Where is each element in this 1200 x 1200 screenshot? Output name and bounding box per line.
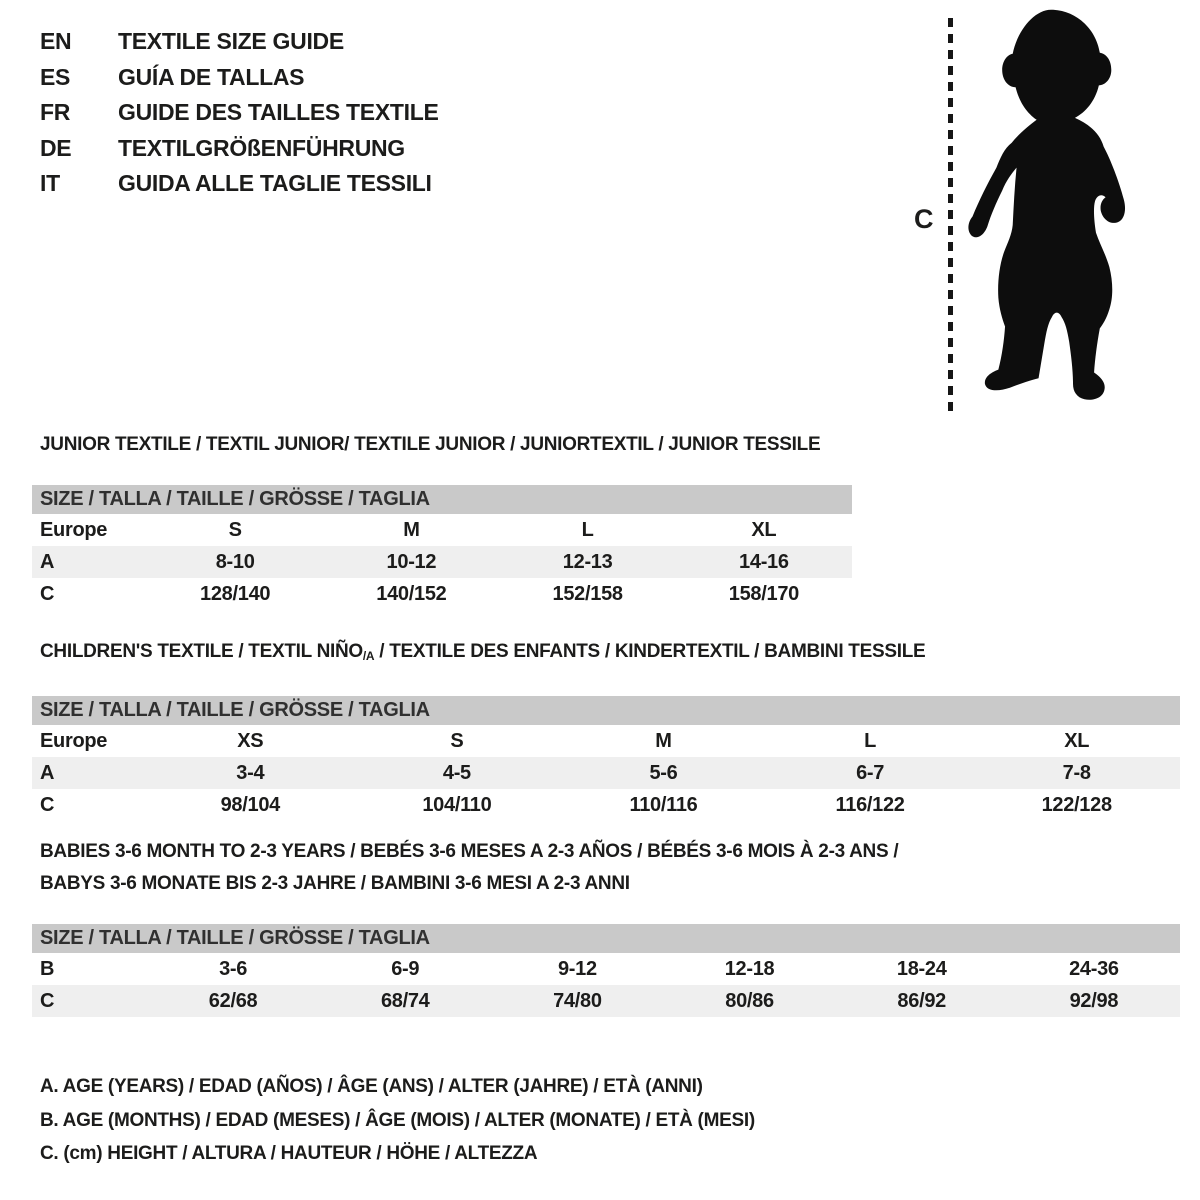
row-label: Europe [40, 729, 108, 752]
language-code: ES [40, 63, 71, 90]
size-cell: S [228, 518, 242, 541]
language-title: TEXTILGRÖßENFÜHRUNG [118, 134, 405, 161]
size-cell: 12-18 [724, 957, 775, 980]
size-cell: S [450, 729, 464, 752]
size-cell: 122/128 [1041, 793, 1112, 816]
language-title: GUÍA DE TALLAS [118, 63, 305, 90]
table-row [32, 546, 852, 578]
row-label: C [40, 793, 55, 816]
table-row [32, 725, 1180, 757]
section-title-line [40, 836, 1180, 868]
size-cell: 3-6 [219, 957, 248, 980]
legend-line: A. AGE (YEARS) / EDAD (AÑOS) / ÂGE (ANS) / ALTER (JAHRE) / ETÀ (ANNI) [40, 1076, 703, 1097]
size-cell: XL [751, 518, 777, 541]
size-cell: 5-6 [649, 761, 678, 784]
language-row [40, 24, 439, 60]
size-cell: 110/116 [629, 793, 698, 816]
size-cell: 80/86 [725, 989, 774, 1012]
size-cell: XL [1064, 729, 1090, 752]
title-text: CHILDREN'S TEXTILE / TEXTIL NIÑO [40, 641, 363, 662]
legend-line: B. AGE (MONTHS) / EDAD (MESES) / ÂGE (MOIS) / ALTER (MONATE) / ETÀ (MESI) [40, 1109, 755, 1131]
language-title-list [40, 24, 439, 202]
row-label: A [40, 550, 55, 573]
size-cell: 18-24 [896, 957, 947, 980]
language-row [40, 60, 439, 96]
legend-line: C. (cm) HEIGHT / ALTURA / HAUTEUR / HÖHE / ALTEZZA [40, 1143, 538, 1164]
language-row [40, 166, 439, 202]
language-code: EN [40, 28, 72, 55]
junior-section-title [32, 429, 852, 461]
size-cell: 6-7 [856, 761, 885, 784]
size-cell: 68/74 [380, 989, 430, 1012]
children-size-header-bar: SIZE / TALLA / TAILLE / GRÖSSE / TAGLIA [32, 696, 1180, 725]
size-cell: 8-10 [215, 550, 255, 573]
toddler-silhouette-icon [960, 3, 1142, 405]
size-cell: 140/152 [376, 582, 447, 605]
size-cell: L [581, 518, 594, 541]
size-cell: L [864, 729, 877, 752]
children-textile-section [32, 636, 1180, 821]
size-cell: 10-12 [386, 550, 437, 573]
section-title-line [40, 868, 1180, 900]
babies-textile-section [32, 836, 1180, 1017]
children-section-title [32, 636, 1180, 672]
legend-block [40, 1070, 755, 1171]
babies-section-title [32, 836, 1180, 900]
figure-area [900, 0, 1200, 430]
table-row [32, 789, 1180, 821]
title-text: JUNIOR TEXTILE / TEXTIL JUNIOR/ TEXTILE JUNIOR / JUNIORTEXTIL / JUNIOR TESSILE [40, 434, 821, 455]
title-text: BABIES 3-6 MONTH TO 2-3 YEARS / BEBÉS 3-6 MESES A 2-3 AÑOS / BÉBÉS 3-6 MOIS À 2-3 ANS / [40, 841, 899, 862]
size-cell: 24-36 [1069, 957, 1119, 980]
row-label: C [40, 582, 55, 605]
size-cell: 74/80 [553, 989, 602, 1012]
title-subscript: /A [362, 649, 375, 663]
size-cell: XS [237, 729, 264, 752]
language-title: GUIDE DES TAILLES TEXTILE [118, 99, 439, 126]
babies-size-header-bar: SIZE / TALLA / TAILLE / GRÖSSE / TAGLIA [32, 924, 1180, 953]
section-title-line [40, 636, 1180, 672]
size-cell: 92/98 [1069, 989, 1119, 1012]
size-cell: 4-5 [442, 761, 471, 784]
size-cell: M [655, 729, 672, 752]
junior-textile-section [32, 429, 852, 610]
language-code: IT [40, 170, 60, 197]
size-cell: 62/68 [208, 989, 258, 1012]
language-code: DE [40, 134, 72, 161]
table-row [32, 985, 1180, 1017]
size-cell: 6-9 [391, 957, 420, 980]
table-row [32, 953, 1180, 985]
table-row [32, 514, 852, 546]
size-cell: 86/92 [897, 989, 946, 1012]
size-cell: 158/170 [728, 582, 799, 605]
row-label: A [40, 761, 55, 784]
language-row [40, 95, 439, 131]
junior-size-table [32, 514, 852, 610]
babies-size-table [32, 953, 1180, 1017]
size-cell: M [403, 518, 420, 541]
row-label: B [40, 957, 55, 980]
junior-size-header-bar: SIZE / TALLA / TAILLE / GRÖSSE / TAGLIA [32, 485, 852, 514]
language-title: GUIDA ALLE TAGLIE TESSILI [118, 170, 432, 197]
language-code: FR [40, 99, 71, 126]
size-cell: 14-16 [739, 550, 789, 573]
height-dashed-line [948, 18, 953, 416]
language-row [40, 131, 439, 167]
size-cell: 9-12 [557, 957, 597, 980]
size-cell: 7-8 [1062, 761, 1091, 784]
row-label: Europe [40, 518, 108, 541]
title-text: BABYS 3-6 MONATE BIS 2-3 JAHRE / BAMBINI 3-6 MESI A 2-3 ANNI [40, 873, 630, 894]
language-title: TEXTILE SIZE GUIDE [118, 28, 344, 55]
section-title-line [40, 429, 852, 461]
size-cell: 104/110 [422, 793, 492, 816]
children-size-table [32, 725, 1180, 821]
size-cell: 116/122 [835, 793, 905, 816]
size-cell: 98/104 [220, 793, 280, 816]
table-row [32, 757, 1180, 789]
table-row [32, 578, 852, 610]
size-cell: 3-4 [236, 761, 265, 784]
row-label: C [40, 989, 55, 1012]
size-cell: 128/140 [200, 582, 271, 605]
size-cell: 152/158 [552, 582, 623, 605]
height-c-label: C [914, 204, 934, 234]
size-cell: 12-13 [562, 550, 613, 573]
title-text: / TEXTILE DES ENFANTS / KINDERTEXTIL / BAMBINI TESSILE [374, 641, 926, 662]
